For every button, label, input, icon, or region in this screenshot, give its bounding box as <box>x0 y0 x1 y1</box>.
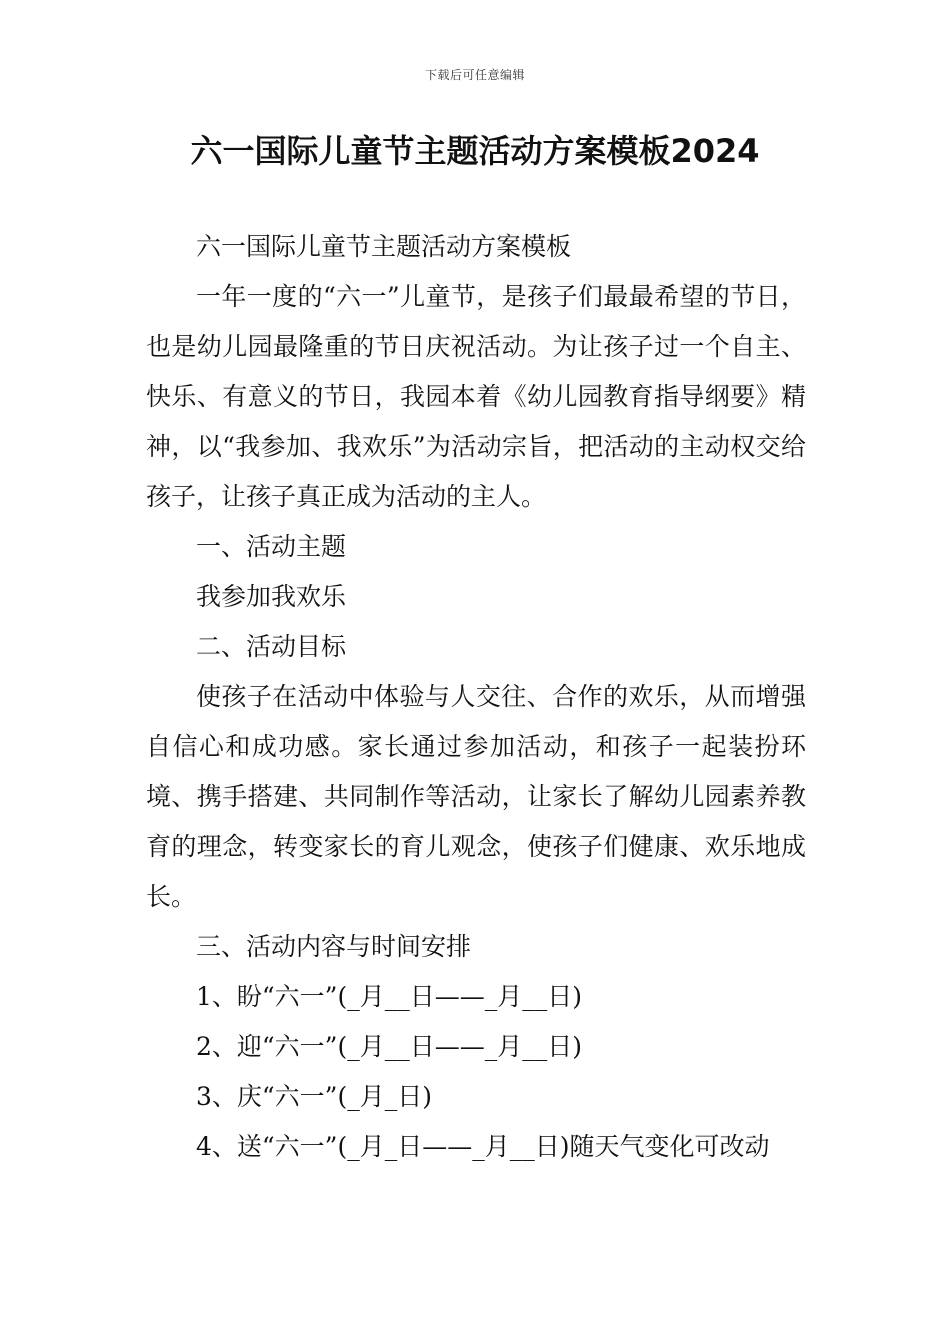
paragraph-theme: 我参加我欢乐 <box>196 582 347 611</box>
document-body <box>146 222 806 1172</box>
paragraph-goals: 使孩子在活动中体验与人交往、合作的欢乐，从而增强自信心和成功感。家长通过参加活动，和孩子一起装扮环境、携手搭建、共同制作等活动，让家长了解幼儿园素养教育的理念，转变家长的育儿观念，使孩子们健康、欢乐地成长。 <box>146 682 806 911</box>
schedule-item-1: 1、盼“六一”(_月__日——_月__日) <box>196 982 582 1011</box>
schedule-item-3: 3、庆“六一”(_月_日) <box>196 1082 432 1111</box>
header-note: 下载后可任意编辑 <box>424 68 525 82</box>
schedule-item-2: 2、迎“六一”(_月__日——_月__日) <box>196 1032 582 1061</box>
schedule-item-4: 4、送“六一”(_月_日——_月__日)随天气变化可改动 <box>196 1132 770 1161</box>
section-heading-theme: 一、活动主题 <box>196 532 347 561</box>
section-heading-schedule: 三、活动内容与时间安排 <box>196 932 472 961</box>
paragraph-intro: 一年一度的“六一”儿童节，是孩子们最最希望的节日，也是幼儿园最隆重的节日庆祝活动。为让孩子过一个自主、快乐、有意义的节日，我园本着《幼儿园教育指导纲要》精神，以“我参加、我欢乐”为活动宗旨，把活动的主动权交给孩子，让孩子真正成为活动的主人。 <box>146 282 806 511</box>
document-title: 六一国际儿童节主题活动方案模板2024 <box>190 132 760 170</box>
paragraph-subtitle: 六一国际儿童节主题活动方案模板 <box>196 232 572 261</box>
section-heading-goals: 二、活动目标 <box>196 632 347 661</box>
